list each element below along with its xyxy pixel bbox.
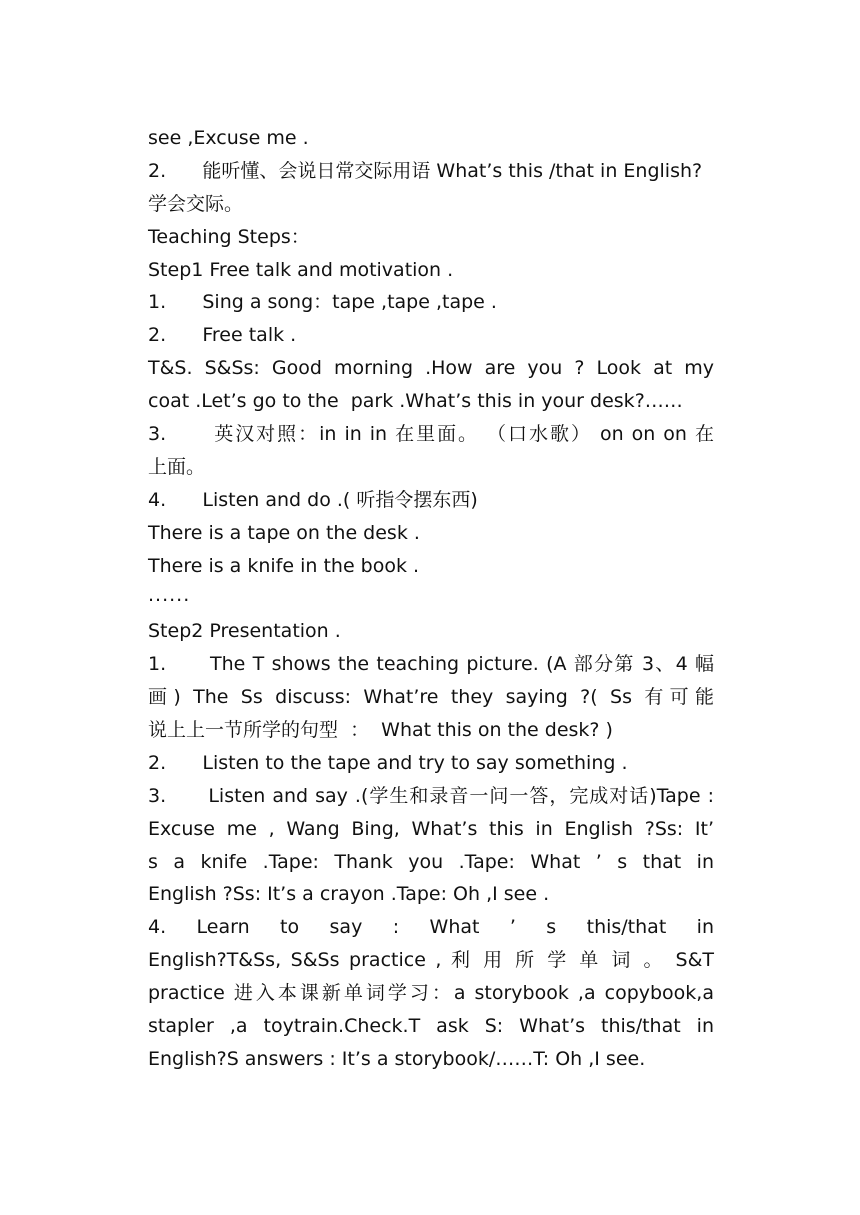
list-item: 2. Free talk .: [148, 324, 297, 347]
text-line: English?T&Ss, S&Ss practice , 利 用 所 学 单 词 。 S&T: [148, 949, 714, 972]
text-line: 画) The Ss discuss: What’re they saying ?( Ss 有可能: [148, 686, 714, 709]
text-line: T&S. S&Ss: Good morning .How are you ? Look at my: [148, 357, 714, 380]
text-line: s a knife .Tape: Thank you .Tape: What ’ s that in: [148, 850, 714, 873]
text-line: 说上上一节所学的句型 ： What this on the desk? ): [148, 719, 613, 742]
text-line: There is a knife in the book .: [148, 554, 420, 577]
list-item: 1. Sing a song：tape ,tape ,tape .: [148, 291, 497, 314]
list-item: 4. Listen and do .( 听指令摆东西): [148, 488, 478, 511]
list-item: 3. Listen and say .(学生和录音一问一答，完成对话)Tape :: [148, 784, 714, 807]
text-line: practice 进入本课新单词学习：a storybook ,a copybook,a: [148, 982, 714, 1005]
step-heading: Step1 Free talk and motivation .: [148, 258, 454, 281]
text-line: 学会交际。: [148, 192, 244, 215]
section-heading: Teaching Steps：: [148, 225, 310, 248]
list-item: 1. The T shows the teaching picture. (A 部分第 3、4 幅: [148, 653, 714, 676]
text-line: 2. 能听懂、会说日常交际用语 What’s this /that in English?: [148, 159, 703, 182]
text-line: There is a tape on the desk .: [148, 521, 420, 544]
list-item: 4. Learn to say : What ’ s this/that in: [148, 916, 714, 939]
text-line: English?S answers : It’s a storybook/……T: Oh ,I see.: [148, 1047, 646, 1070]
list-item: 2. Listen to the tape and try to say something .: [148, 751, 628, 774]
ellipsis-line: ......: [148, 584, 191, 607]
text-line: Excuse me , Wang Bing, What’s this in English ?Ss: It’: [148, 817, 714, 840]
text-line: coat .Let’s go to the park .What’s this in your desk?……: [148, 390, 683, 413]
text-line: 上面。: [148, 455, 206, 478]
document-page: [148, 122, 714, 1076]
list-item: 3. 英汉对照：in in in 在里面。 （口水歌） on on on 在: [148, 423, 714, 446]
text-line: stapler ,a toytrain.Check.T ask S: What’s this/that in: [148, 1015, 714, 1038]
text-line: see ,Excuse me .: [148, 127, 309, 149]
step-heading: Step2 Presentation .: [148, 620, 341, 643]
text-line: English ?Ss: It’s a crayon .Tape: Oh ,I see .: [148, 883, 550, 906]
